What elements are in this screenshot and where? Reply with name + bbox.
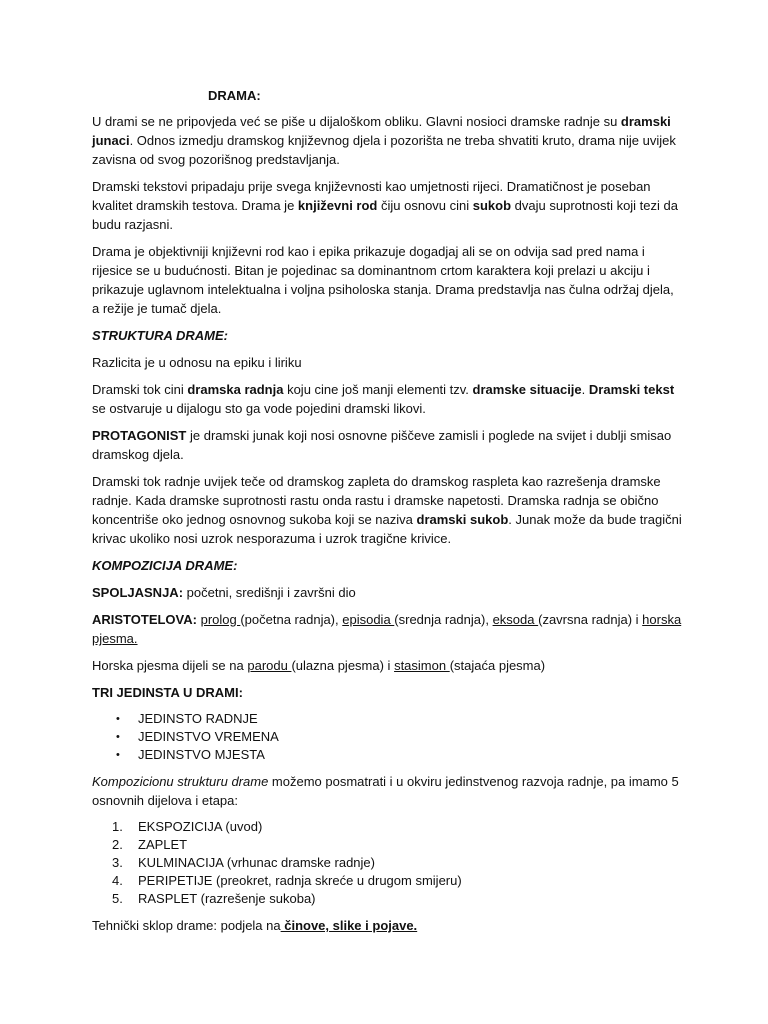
bullet-icon: • (116, 713, 120, 725)
term-knjizevni-rod: književni rod (297, 198, 378, 213)
list-item: • JEDINSTO RADNJE (116, 711, 258, 726)
paragraph-intro: U drami se ne pripovjeda već se piše u dijaloškom obliku. Glavni nosioci dramske radnje su dramski junaci. Odnos izmedju dramskog književnog djela i pozorišta ne treba shvatiti kruto, drama nije uvijek zavisna od svog pozorišnog predstavljanja. (92, 114, 676, 167)
term-cinovi-slike-pojave: činove, slike i pojave. (280, 918, 418, 933)
paragraph-dramski-tekstovi: Dramski tekstovi pripadaju prije svega književnosti kao umjetnosti rijeci. Dramatičnost je poseban kvalitet dramskih testova. Drama je književni rod čiju osnovu cini sukob dvaju suprotnosti koji tezi da budu razjasni. (92, 179, 678, 232)
term-eksoda: eksoda (492, 612, 539, 627)
paragraph-razlicita: Razlicita je u odnosu na epiku i liriku (92, 355, 302, 370)
list-item: 5. RASPLET (razrešenje sukoba) (112, 891, 316, 906)
term-dramske-situacije: dramske situacije (472, 382, 582, 397)
paragraph-tehnicki-sklop: Tehnički sklop drame: podjela na činove, slike i pojave. (92, 918, 418, 933)
paragraph-aristotelova: ARISTOTELOVA: prolog (početna radnja), episodia (srednja radnja), eksoda (zavrsna radnja) i horska pjesma. (92, 612, 682, 646)
document-body (92, 112, 682, 943)
heading-tri-jedinstva: TRI JEDINSTA U DRAMI: (92, 685, 243, 700)
list-item: 2. ZAPLET (112, 837, 188, 852)
paragraph-spoljasnja: SPOLJASNJA: početni, središnji i završni dio (92, 585, 356, 600)
paragraph-protagonist: PROTAGONIST je dramski junak koji nosi osnovne piščeve zamisli i poglede na svijet i dublji smisao dramskog djela. (92, 428, 672, 462)
list-item: 4. PERIPETIJE (preokret, radnja skreće u drugom smijeru) (112, 873, 462, 888)
term-kompoziciona-struktura: Kompozicionu strukturu drame (92, 774, 269, 789)
term-dramski-tekst: Dramski tekst (588, 382, 675, 397)
term-episodia: episodia (342, 612, 395, 627)
paragraph-objektivniji: Drama je objektivniji književni rod kao i epika prikazuje dogadjaj ali se on odvija sad pred nama i rijesice se u budućnosti. Bitan je pojedinac sa dominantnom crtom karaktera koji prelazi u akciju i prikazuje uglavnom intelektualna i voljna psiholoska stanja. Drama predstavlja nas čulna održaj djela, a režije je tumač djela. (92, 244, 674, 316)
paragraph-tok-radnje: Dramski tok radnje uvijek teče od dramskog zapleta do dramskog raspleta kao razrešenja dramske radnje. Kada dramske suprotnosti rastu onda rastu i dramske napetosti. Dramska radnja se obično koncentriše oko jednog osnovnog sukoba koji se naziva dramski sukob. Junak može da bude tragični krivac ukoliko nosi uzrok nesporazuma i uzrok tragične krivice. (92, 474, 682, 546)
heading-struktura: STRUKTURA DRAME: (92, 328, 229, 343)
term-dramska-radnja: dramska radnja (187, 382, 284, 397)
term-dramski-junaci: dramski junaci (92, 114, 671, 148)
term-sukob: sukob (472, 198, 512, 213)
etape-list (92, 818, 682, 908)
term-parodu: parodu (247, 658, 292, 673)
paragraph-horska-pjesma: Horska pjesma dijeli se na parodu (ulazna pjesma) i stasimon (stajaća pjesma) (92, 658, 546, 673)
jedinstva-list (92, 710, 682, 764)
list-item: • JEDINSTVO VREMENA (116, 729, 279, 744)
term-protagonist: PROTAGONIST (92, 428, 187, 443)
list-item: 3. KULMINACIJA (vrhunac dramske radnje) (112, 855, 375, 870)
list-item: • JEDINSTVO MJESTA (116, 747, 265, 762)
list-item: 1. EKSPOZICIJA (uvod) (112, 819, 263, 834)
label-spoljasnja: SPOLJASNJA: (92, 585, 184, 600)
term-prolog: prolog (200, 612, 241, 627)
paragraph-kompozicionu: Kompozicionu strukturu drame možemo posmatrati i u okviru jedinstvenog razvoja radnje, pa imamo 5 osnovnih dijelova i etapa: (92, 774, 679, 808)
term-stasimon: stasimon (394, 658, 450, 673)
heading-kompozicija: KOMPOZICIJA DRAME: (92, 558, 238, 573)
label-aristotelova: ARISTOTELOVA: (92, 612, 197, 627)
bullet-icon: • (116, 731, 120, 743)
bullet-icon: • (116, 749, 120, 761)
term-dramski-sukob: dramski sukob (416, 512, 509, 527)
paragraph-dramski-tok: Dramski tok cini dramska radnja koju cine još manji elementi tzv. dramske situacije. Dramski tekst se ostvaruje u dijalogu sto ga vode pojedini dramski likovi. (92, 382, 675, 416)
document-title: DRAMA: (208, 88, 261, 103)
term-horska-pjesma: horska pjesma. (92, 612, 682, 646)
